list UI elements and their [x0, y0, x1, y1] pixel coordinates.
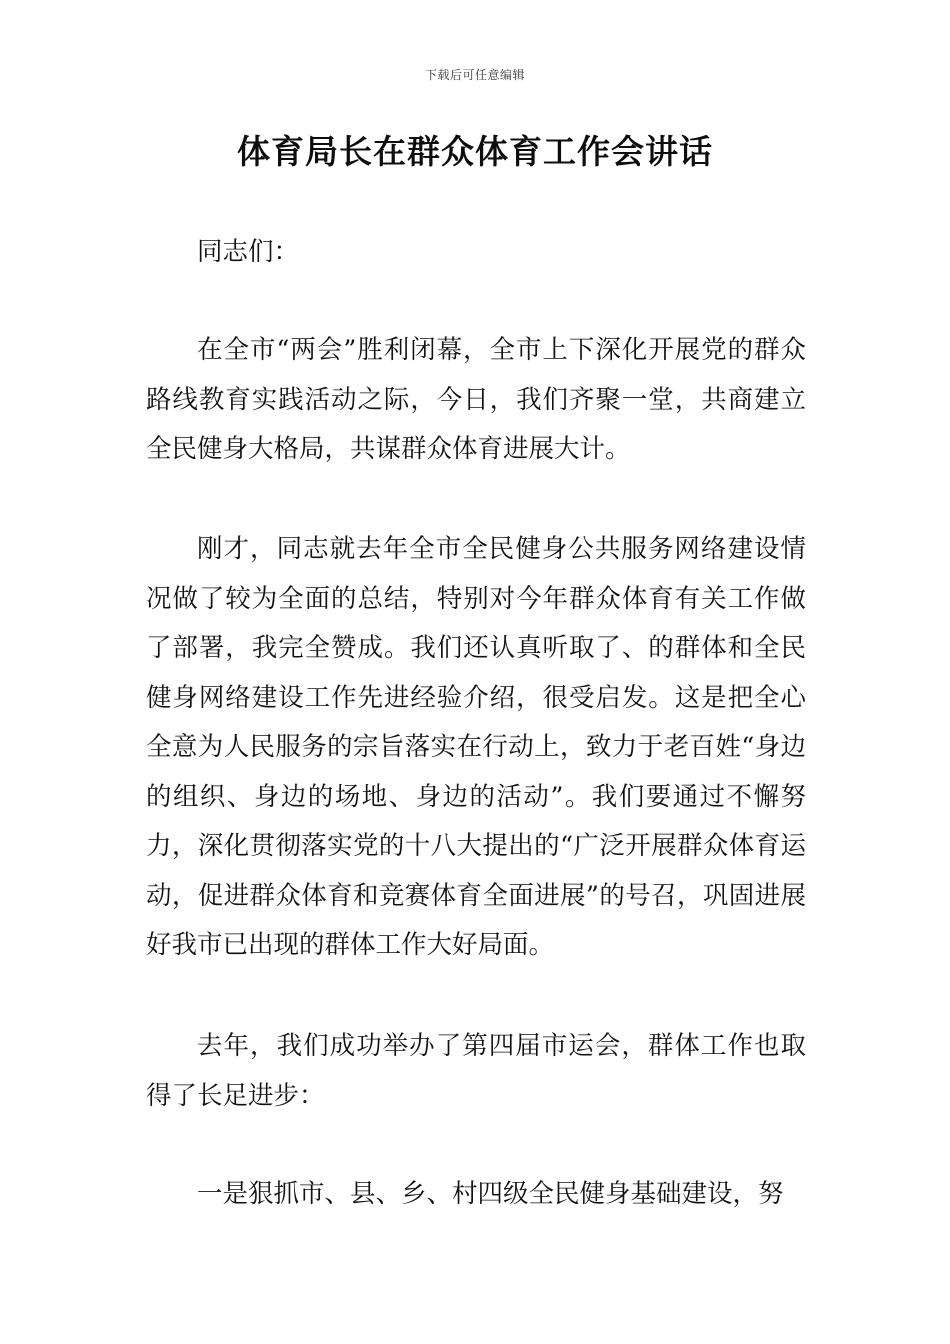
paragraph-1: 在全市“两会”胜利闭幕，全市上下深化开展党的群众路线教育实践活动之际，今日，我们齐聚一堂，共商建立全民健身大格局，共谋群众体育进展大计。 — [146, 335, 806, 464]
header-note: 下载后可任意编辑 — [424, 68, 525, 82]
salutation: 同志们： — [197, 237, 300, 267]
paragraph-3: 去年，我们成功举办了第四届市运会，群体工作也取得了长足进步： — [146, 1031, 806, 1111]
paragraph-4: 一是狠抓市、县、乡、村四级全民健身基础建设，努 — [197, 1179, 784, 1209]
paragraph-2: 刚才，同志就去年全市全民健身公共服务网络建设情况做了较为全面的总结，特别对今年群众体育有关工作做了部署，我完全赞成。我们还认真听取了、的群体和全民健身网络建设工作先进经验介绍，很受启发。这是把全心全意为人民服务的宗旨落实在行动上，致力于老百姓“身边的组织、身边的场地、身边的活动”。我们要通过不懈努力，深化贯彻落实党的十八大提出的“广泛开展群众体育运动，促进群众体育和竞赛体育全面进展”的号召，巩固进展好我市已出现的群体工作大好局面。 — [146, 534, 806, 960]
document-title: 体育局长在群众体育工作会讲话 — [237, 132, 713, 171]
